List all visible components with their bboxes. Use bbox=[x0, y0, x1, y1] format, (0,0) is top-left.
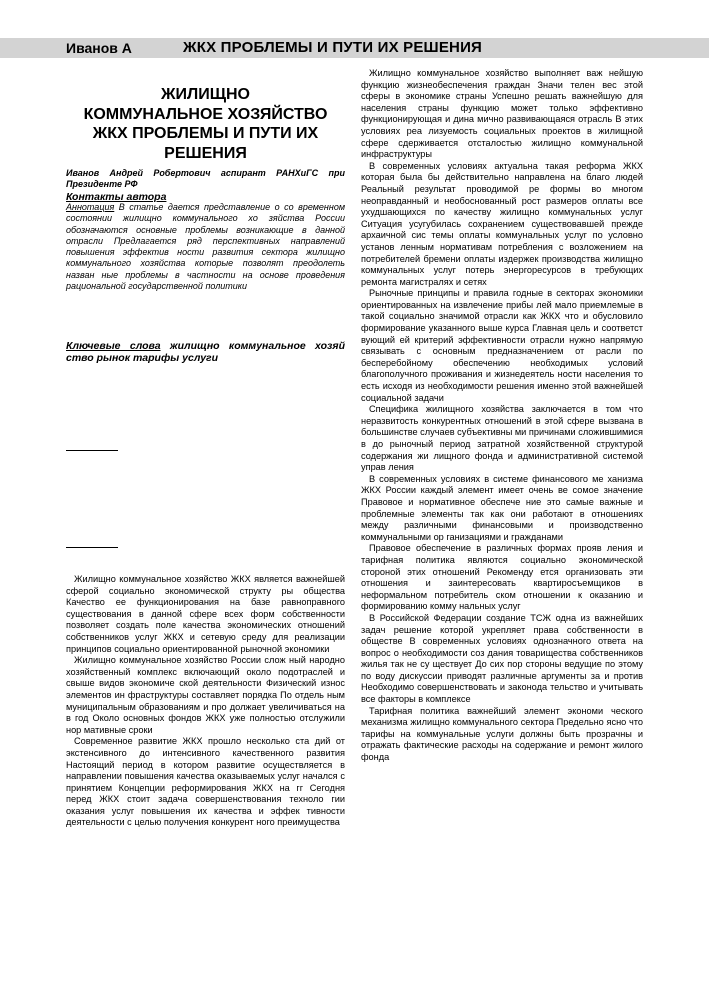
author-info-block bbox=[66, 168, 345, 203]
paragraph: В современных условиях в системе финансового ме ханизма ЖКХ России каждый элемент имеет очень ве сомое значение Правовое и нормативное обеспече ние это самые важные и проблемные элементы так как они работают в отношениях между различными финансовыми и производственно коммунальными ор ганизациями и гражданами bbox=[361, 473, 643, 542]
article-title-line: ЖКХ ПРОБЛЕМЫ И ПУТИ ИХ bbox=[92, 125, 319, 142]
header-author: Иванов А bbox=[66, 40, 132, 56]
annotation-text: В статье дается представление о со временном состоянии жилищно коммунального хо зяйства России обозначаются основные проблемы возникающие в данной отрасли Предлагается ряд перспективных направлений повышения эффектив ности развития сектора жилищно коммунального хозяйства которые позволят преодолеть назван ные проблемы в частности на основе проведения рациональной государственной политики bbox=[66, 202, 345, 292]
annotation bbox=[66, 202, 345, 292]
paragraph: Рыночные принципы и правила годные в секторах экономики ориентированных на извлечение прибы лей мало приемлемые в такой социально значимой отрасли как ЖКХ что и обусловило формирование указанного выше курса Главная цель и соответст вующий ей критерий эффективности отрасли нужно напрямую связывать с основным предназначением от расли по бесперебойному обеспечению необходимых условий благополучного проживания и жизнедеятель ности населения то есть исходя из необходимости решения именно этой важнейшей социальной задачи bbox=[361, 288, 643, 403]
keywords bbox=[66, 340, 345, 364]
article-title-line: ЖИЛИЩНО bbox=[161, 86, 250, 103]
right-column-body bbox=[361, 68, 643, 764]
keywords-text: жилищно коммунальное хозяй ство рынок тарифы услуги bbox=[66, 340, 345, 364]
author-info: Иванов Андрей Робертович аспирант РАНХиГС при Президенте РФ bbox=[66, 168, 345, 190]
paragraph: В Российской Федерации создание ТСЖ одна из важнейших задач решение которой укрепляет права собственности в обществе В современных условиях однозначного ответа на вопрос о необходимости соз дания товарищества собственников жилья так не су ществует До сих пор стороны ведущие по этому по воду дискуссии приводят различные аргументы за и против Необходимо совершенствовать и законода тельство и учитывать все факторы в комплексе bbox=[361, 612, 643, 705]
keywords-label: Ключевые слова bbox=[66, 340, 161, 352]
header-title: ЖКХ ПРОБЛЕМЫ И ПУТИ ИХ РЕШЕНИЯ bbox=[183, 39, 483, 56]
paragraph: Жилищно коммунальное хозяйство России слож ный народно хозяйственный комплекс включающий около подотраслей и свыше видов экономиче ской деятельности Физический износ элементов ин фраструктуры составляет порядка По отдель ным муниципальным образованиям и про должает увеличиваться на в год Около основных фондов ЖКХ уже полностью отслужили нор мативные сроки bbox=[66, 655, 345, 735]
footnote-divider bbox=[66, 450, 118, 451]
contacts-label: Контакты автора bbox=[66, 190, 167, 203]
paragraph: Жилищно коммунальное хозяйство ЖКХ является важнейшей сферой социально экономической структу ры общества Качество ее функционирования на базе равноправного существования в данной сфере всех форм собственности позволяет создать поле качества экономических отношений собственников услуг ЖКХ и сетевую среду для реализации принципов социально ориентированной рыночной экономики bbox=[66, 574, 345, 654]
annotation-label: Аннотация bbox=[66, 202, 115, 212]
article-title bbox=[66, 85, 345, 163]
article-title-line: РЕШЕНИЯ bbox=[164, 144, 247, 162]
paragraph: В современных условиях актуальна такая реформа ЖКХ которая была бы действительно направлена на благо людей Реальный результат проводимой ре формы во многом неоправданный и необоснованный рост размеров оплаты все ухудшающихся по качеству жилищно коммунальных услуг Ситуация усугубилась сохранением существовавшей прежде архаичной сис темы оплаты коммунальных услуг по условно установ ленным нормативам потребления с возложением на потребителей бремени оплаты издержек производства жилищно коммунальных услуг потерь энергоресурсов в требующих ремонта магистралях и сетях bbox=[361, 160, 643, 287]
paragraph: Современное развитие ЖКХ прошло несколько ста дий от экстенсивного до интенсивного качественного развития Настоящий период в котором развитие осуществляется в направлении повышения качества оказываемых услуг начался с принятием Концепции реформирования ЖКХ на гг Сегодня перед ЖКХ стоит задача совершенствования техноло гии оказания услуг повышения их качества и эффек тивности деятельности с целью получения конкурент ного преимущества bbox=[66, 736, 345, 828]
paragraph: Жилищно коммунальное хозяйство выполняет важ нейшую функцию жизнеобеспечения граждан Значи телен вес этой сферы в экономике страны Успешно решать важнейшую для населения страны функцию может только эффективно функционирующая и дина мично развивающаяся отрасль В этих условиях реа лизуемость социальных проектов в жилищной сфере сдерживается отсталостью жилищно коммунальной инфраструктуры bbox=[361, 68, 643, 160]
running-header bbox=[0, 38, 709, 58]
paragraph: Правовое обеспечение в различных формах прояв ления и тарифная политика являются социально экономической стороной этих отношений Рекоменду ется организовать эти отношения и заинтересовать квартиросъемщиков в неформальном потребитель ском отношении к оказанию и формированию комму нальных услуг bbox=[361, 543, 643, 612]
footnote-divider bbox=[66, 547, 118, 548]
paragraph: Специфика жилищного хозяйства заключается в том что неразвитость конкурентных отношений в этой сфере вызвана в большинстве случаев субъективны ми причинами сложившимися в до рыночный период затратной хозяйственной структурой содержания жи лищного фонда и административной системой управ ления bbox=[361, 404, 643, 473]
article-title-line: КОММУНАЛЬНОЕ ХОЗЯЙСТВО bbox=[83, 105, 328, 123]
paragraph: Тарифная политика важнейший элемент экономи ческого механизма жилищно коммунального сектора Предельно ясно что тарифы на коммунальные услуги должны быть прозрачны и отражать фактические расходы на содержание и ремонт жилого фонда bbox=[361, 705, 643, 763]
left-column-body bbox=[66, 574, 345, 829]
